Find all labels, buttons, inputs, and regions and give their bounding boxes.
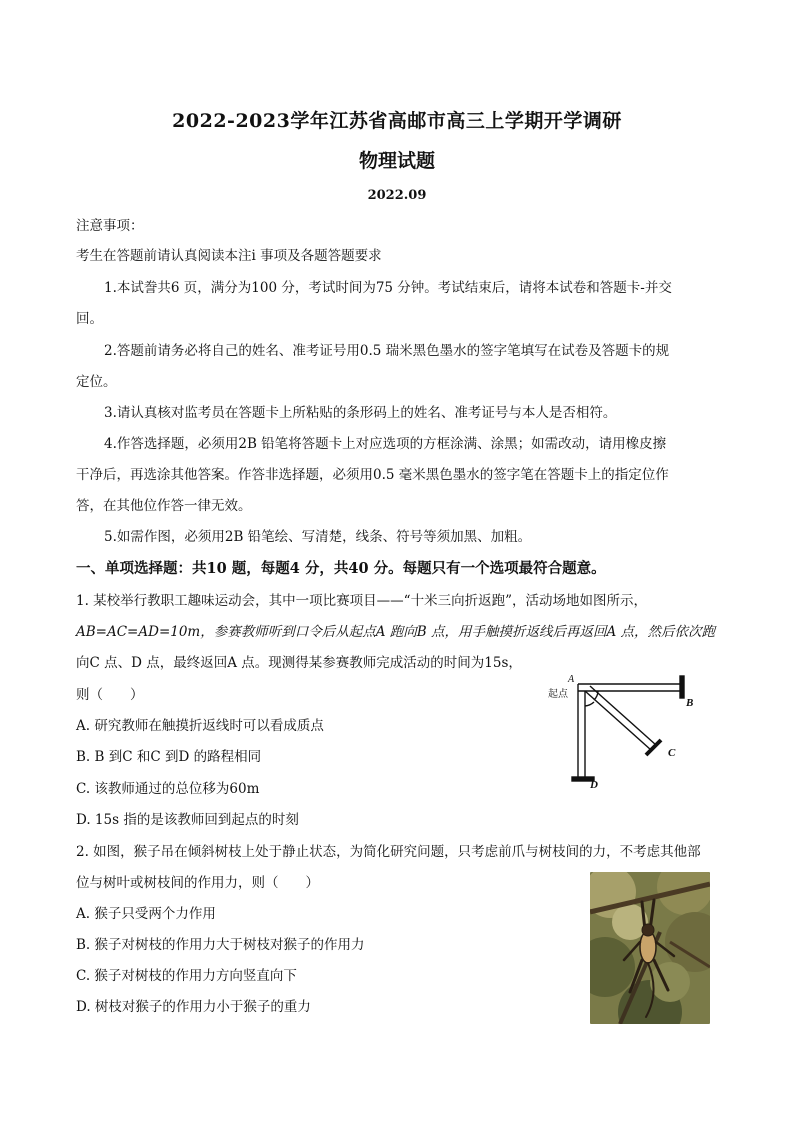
q1-option-c: C. 该教师通过的总位移为60m xyxy=(76,781,260,797)
q1-option-b: B. B 到C 和C 到D 的路程相同 xyxy=(76,749,262,765)
notice-line: 答，在其他位作答一律无效。 xyxy=(76,498,252,514)
page-subtitle: 物理试题 xyxy=(358,150,435,172)
q1-stem: 向C 点、D 点，最终返回A 点。现测得某参赛教师完成活动的时间为15s， xyxy=(76,655,522,671)
section-heading: 一、单项选择题：共10 题，每题4 分，共40 分。每题只有一个选项最符合题意。 xyxy=(76,560,606,577)
exam-date: 2022.09 xyxy=(367,188,427,203)
q1-stem: 则（ ） xyxy=(76,687,144,703)
q1-stem: 1. 某校举行教职工趣味运动会，其中一项比赛项目——“十米三向折返跑”，活动场地如图所示， xyxy=(76,593,647,609)
monkey-photo xyxy=(590,872,710,1024)
notice-intro: 考生在答题前请认真阅读本注i 事项及各题答题要求 xyxy=(76,248,382,264)
q2-option-d: D. 树枝对猴子的作用力小于猴子的重力 xyxy=(76,999,311,1015)
label-d: D xyxy=(590,779,598,791)
q2-stem: 2. 如图，猴子吊在倾斜树枝上处于静止状态，为简化研究问题，只考虑前爪与树枝间的力，不考虑其他部 xyxy=(76,844,701,860)
notice-line: 4.作答选择题，必须用2B 铅笔将答题卡上对应选项的方框涂满、涂黑；如需改动，请用橡皮擦 xyxy=(104,436,667,452)
q2-option-b: B. 猴子对树枝的作用力大于树枝对猴子的作用力 xyxy=(76,937,365,953)
notice-line: 回。 xyxy=(76,311,103,327)
label-start: 起点 xyxy=(548,689,568,700)
notice-line: 定位。 xyxy=(76,374,117,390)
q1-stem: AB=AC=AD=10m，参赛教师听到口令后从起点A 跑向B 点，用手触摸折返线后再返回A 点，然后依次跑 xyxy=(76,624,716,640)
q1-option-a: A. 研究教师在触摸折返线时可以看成质点 xyxy=(76,718,324,734)
notice-line: 3.请认真核对监考员在答题卡上所粘贴的条形码上的姓名、准考证号与本人是否相符。 xyxy=(104,405,617,421)
label-c: C xyxy=(668,747,676,759)
label-a: A xyxy=(568,674,575,685)
page-title: 2022-2023学年江苏省高邮市高三上学期开学调研 xyxy=(172,110,622,132)
notice-heading: 注意事项： xyxy=(76,218,144,234)
q2-option-c: C. 猴子对树枝的作用力方向竖直向下 xyxy=(76,968,297,984)
notice-line: 5.如需作图，必须用2B 铅笔绘、写清楚，线条、符号等须加黑、加粗。 xyxy=(104,529,532,545)
q1-option-d: D. 15s 指的是该教师回到起点的时刻 xyxy=(76,812,299,828)
q2-option-a: A. 猴子只受两个力作用 xyxy=(76,906,216,922)
label-b: B xyxy=(686,697,694,709)
notice-line: 2.答题前请务必将自己的姓名、准考证号用0.5 瑞米黑色墨水的签字笔填写在试卷及答题卡的规 xyxy=(104,343,670,359)
notice-line: 1.本试誊共6 页，满分为100 分，考试时间为75 分钟。考试结束后，请将本试卷和答题卡-并交 xyxy=(104,280,672,296)
notice-line: 干净后，再选涂其他答案。作答非选择题，必须用0.5 毫米黑色墨水的签字笔在答题卡上的指定位作 xyxy=(76,467,669,483)
running-field-diagram xyxy=(536,664,706,794)
q2-stem: 位与树叶或树枝间的作用力，则（ ） xyxy=(76,875,319,891)
